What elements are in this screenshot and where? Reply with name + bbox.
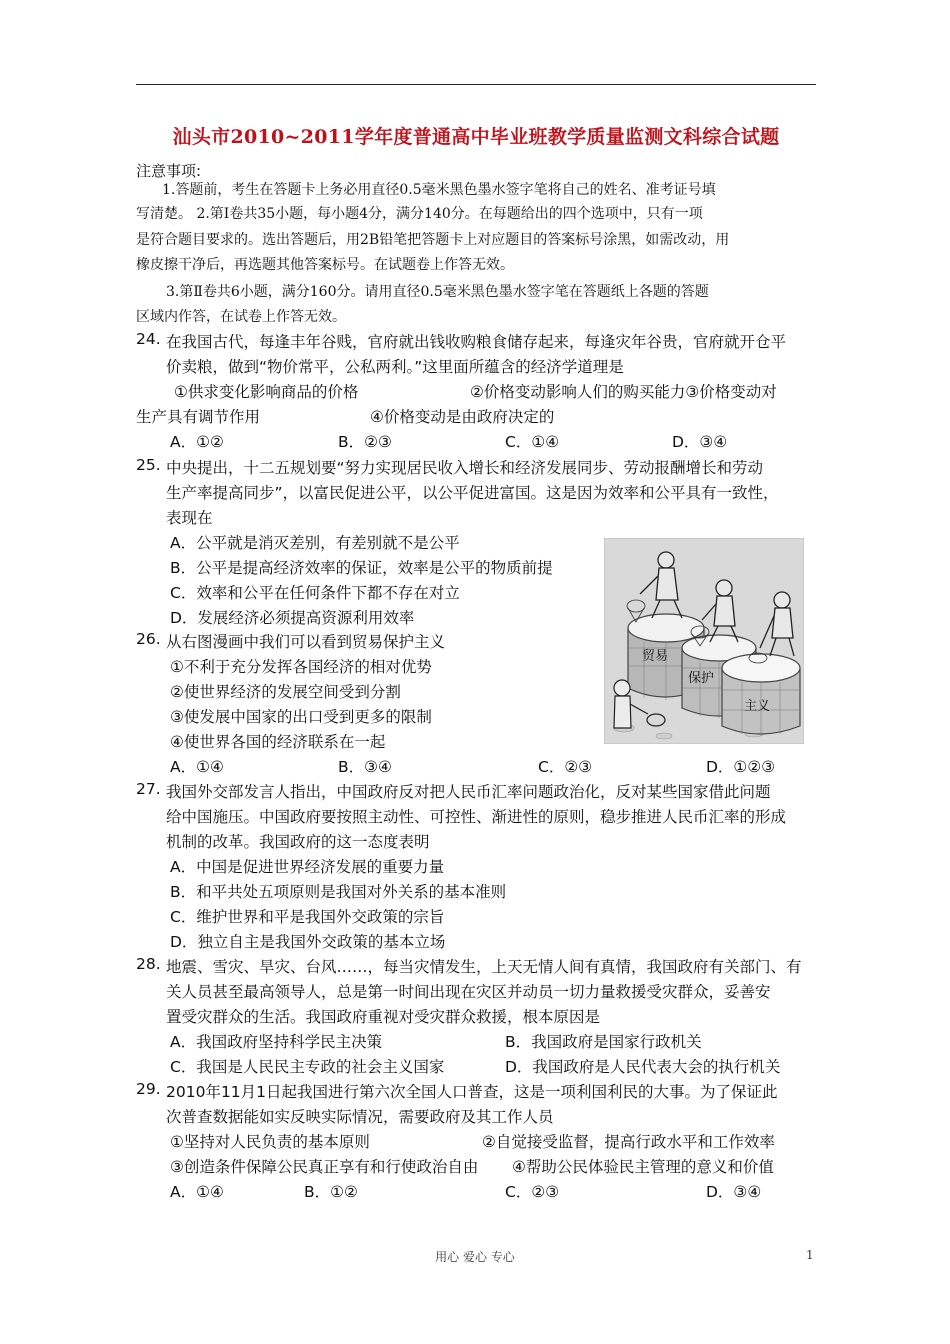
answer-option: C．我国是人民民主专政的社会主义国家 — [170, 1058, 445, 1076]
question-item: ③创造条件保障公民真正享有和行使政治自由 — [170, 1158, 479, 1176]
question-number: 25. — [136, 456, 161, 474]
note-line: 1.答题前，考生在答题卡上务必用直径0.5毫米黑色墨水签字笔将自己的姓名、准考证号填 — [162, 182, 716, 198]
question-stem: 关人员甚至最高领导人，总是第一时间出现在灾区并动员一切力量救援受灾群众，妥善安 — [166, 983, 771, 1001]
cartoon-label: 保护 — [688, 671, 715, 686]
question-item: ①坚持对人民负责的基本原则 — [170, 1133, 370, 1151]
answer-option: C．维护世界和平是我国外交政策的宗旨 — [170, 908, 445, 926]
answer-option: C．效率和公平在任何条件下都不存在对立 — [170, 584, 460, 602]
answer-option: C．①④ — [505, 433, 560, 451]
question-stem: 价卖粮，做到“物价常平，公私两利。”这里面所蕴含的经济学道理是 — [166, 358, 624, 376]
question-item: ①供求变化影响商品的价格 — [174, 383, 359, 401]
question-item: ②自觉接受监督，提高行政水平和工作效率 — [482, 1133, 775, 1151]
answer-option: C．②③ — [505, 1183, 560, 1201]
answer-option: D．①②③ — [706, 758, 776, 776]
answer-option: A．①④ — [170, 758, 224, 776]
question-item: ②价格变动影响人们的购买能力③价格变动对 — [470, 383, 777, 401]
answer-option: B．和平共处五项原则是我国对外关系的基本准则 — [170, 883, 507, 901]
question-stem: 生产率提高同步”，以富民促进公平，以公平促进富国。这是因为效率和公平具有一致性， — [166, 484, 779, 502]
answer-option: D．独立自主是我国外交政策的基本立场 — [170, 933, 446, 951]
question-item: ④使世界各国的经济联系在一起 — [170, 733, 386, 751]
question-number: 29. — [136, 1080, 161, 1098]
answer-option: D．我国政府是人民代表大会的执行机关 — [505, 1058, 781, 1076]
question-item: ③使发展中国家的出口受到更多的限制 — [170, 708, 432, 726]
answer-option: A．①④ — [170, 1183, 224, 1201]
answer-option: D．③④ — [706, 1183, 762, 1201]
cartoon-label: 主义 — [744, 699, 771, 714]
answer-option: C．②③ — [538, 758, 593, 776]
question-stem: 表现在 — [166, 509, 213, 527]
question-stem: 我国外交部发言人指出，中国政府反对把人民币汇率问题政治化，反对某些国家借此问题 — [166, 783, 771, 801]
answer-option: A．中国是促进世界经济发展的重要力量 — [170, 858, 445, 876]
answer-option: B．我国政府是国家行政机关 — [505, 1033, 702, 1051]
note-line: 写清楚。 2.第Ⅰ卷共35小题，每小题4分，满分140分。在每题给出的四个选项中，只有一项 — [136, 206, 703, 222]
note-line: 是符合题目要求的。选出答题后，用2B铅笔把答题卡上对应题目的答案标号涂黑，如需改动，用 — [136, 232, 730, 248]
question-item: ①不利于充分发挥各国经济的相对优势 — [170, 658, 432, 676]
header-rule — [136, 84, 816, 85]
question-stem: 机制的改革。我国政府的这一态度表明 — [166, 833, 430, 851]
question-number: 24. — [136, 330, 161, 348]
cartoon-label: 贸易 — [642, 649, 669, 664]
trade-protectionism-cartoon — [604, 538, 804, 744]
question-stem: 地震、雪灾、旱灾、台风……，每当灾情发生，上天无情人间有真情，我国政府有关部门、有 — [166, 958, 802, 976]
answer-option: D．③④ — [672, 433, 728, 451]
question-stem: 次普查数据能如实反映实际情况，需要政府及其工作人员 — [166, 1108, 554, 1126]
question-stem: 从右图漫画中我们可以看到贸易保护主义 — [166, 633, 446, 651]
answer-option: B．公平是提高经济效率的保证，效率是公平的物质前提 — [170, 559, 553, 577]
exam-title: 汕头市2010~2011学年度普通高中毕业班教学质量监测文科综合试题 — [172, 126, 780, 148]
answer-option: A．公平就是消灭差别，有差别就不是公平 — [170, 534, 460, 552]
question-item: ④价格变动是由政府决定的 — [370, 408, 555, 426]
pond-ism — [722, 654, 800, 736]
question-stem: 在我国古代，每逢丰年谷贱，官府就出钱收购粮食储存起来，每逢灾年谷贵，官府就开仓平 — [166, 333, 787, 351]
page-number: 1 — [806, 1248, 814, 1262]
question-stem: 给中国施压。中国政府要按照主动性、可控性、渐进性的原则，稳步推进人民币汇率的形成 — [166, 808, 787, 826]
question-item: 生产具有调节作用 — [136, 408, 261, 426]
question-item: ④帮助公民体验民主管理的意义和价值 — [512, 1158, 774, 1176]
question-item: ②使世界经济的发展空间受到分割 — [170, 683, 401, 701]
answer-option: B．①② — [304, 1183, 358, 1201]
question-number: 28. — [136, 955, 161, 973]
note-line: 橡皮擦干净后，再选题其他答案标号。在试题卷上作答无效。 — [136, 257, 514, 273]
question-stem: 2010年11月1日起我国进行第六次全国人口普查，这是一项利国利民的大事。为了保证此 — [166, 1083, 778, 1101]
note-line: 区域内作答，在试卷上作答无效。 — [136, 309, 346, 325]
question-number: 27. — [136, 780, 161, 798]
answer-option: B．③④ — [338, 758, 392, 776]
answer-option: A．①② — [170, 433, 224, 451]
question-stem: 中央提出，十二五规划要“努力实现居民收入增长和经济发展同步、劳动报酬增长和劳动 — [166, 459, 764, 477]
answer-option: D．发展经济必须提高资源利用效率 — [170, 609, 415, 627]
answer-option: A．我国政府坚持科学民主决策 — [170, 1033, 383, 1051]
note-line: 3.第Ⅱ卷共6小题，满分160分。请用直径0.5毫米黑色墨水签字笔在答题纸上各题的答题 — [166, 284, 709, 300]
page-footer: 用心 爱心 专心 — [435, 1250, 515, 1264]
answer-option: B．②③ — [338, 433, 392, 451]
question-stem: 置受灾群众的生活。我国政府重视对受灾群众救援，根本原因是 — [166, 1008, 601, 1026]
question-number: 26. — [136, 630, 161, 648]
notes-heading: 注意事项: — [136, 162, 202, 180]
